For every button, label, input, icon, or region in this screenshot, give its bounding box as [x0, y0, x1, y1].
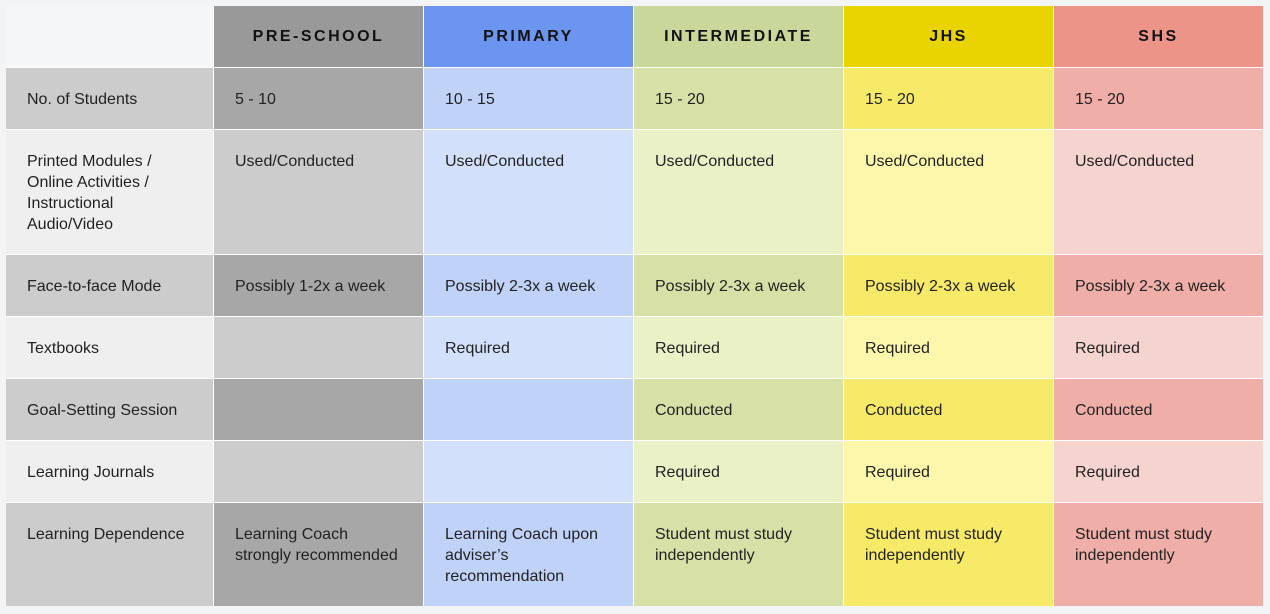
cell-textbooks-intermediate: Required: [634, 317, 843, 378]
row-label-modules: Printed Modules / Online Activities / Instructional Audio/Video: [6, 130, 213, 254]
cell-journals-intermediate: Required: [634, 441, 843, 502]
cell-face-to-face-intermediate: Possibly 2-3x a week: [634, 255, 843, 316]
column-header-shs: SHS: [1054, 6, 1263, 67]
cell-goal-setting-shs: Conducted: [1054, 379, 1263, 440]
column-header-jhs: JHS: [844, 6, 1053, 67]
comparison-table: [6, 6, 1263, 606]
row-label-journals: Learning Journals: [6, 441, 213, 502]
cell-journals-primary: [424, 441, 633, 502]
cell-students-intermediate: 15 - 20: [634, 68, 843, 129]
row-label-dependence: Learning Dependence: [6, 503, 213, 606]
cell-goal-setting-preschool: [214, 379, 423, 440]
cell-textbooks-preschool: [214, 317, 423, 378]
cell-textbooks-jhs: Required: [844, 317, 1053, 378]
cell-textbooks-shs: Required: [1054, 317, 1263, 378]
cell-students-preschool: 5 - 10: [214, 68, 423, 129]
cell-dependence-preschool: Learning Coach strongly recommended: [214, 503, 423, 606]
row-label-face-to-face: Face-to-face Mode: [6, 255, 213, 316]
cell-dependence-shs: Student must study independently: [1054, 503, 1263, 606]
cell-textbooks-primary: Required: [424, 317, 633, 378]
cell-face-to-face-shs: Possibly 2-3x a week: [1054, 255, 1263, 316]
cell-journals-preschool: [214, 441, 423, 502]
cell-dependence-intermediate: Student must study independently: [634, 503, 843, 606]
cell-face-to-face-primary: Possibly 2-3x a week: [424, 255, 633, 316]
column-header-intermediate: INTERMEDIATE: [634, 6, 843, 67]
column-header-primary: PRIMARY: [424, 6, 633, 67]
cell-face-to-face-preschool: Possibly 1-2x a week: [214, 255, 423, 316]
column-header-preschool: PRE-SCHOOL: [214, 6, 423, 67]
row-label-textbooks: Textbooks: [6, 317, 213, 378]
cell-journals-shs: Required: [1054, 441, 1263, 502]
cell-face-to-face-jhs: Possibly 2-3x a week: [844, 255, 1053, 316]
cell-students-primary: 10 - 15: [424, 68, 633, 129]
cell-modules-shs: Used/Conducted: [1054, 130, 1263, 254]
cell-dependence-jhs: Student must study independently: [844, 503, 1053, 606]
cell-goal-setting-primary: [424, 379, 633, 440]
cell-modules-preschool: Used/Conducted: [214, 130, 423, 254]
cell-students-shs: 15 - 20: [1054, 68, 1263, 129]
row-label-students: No. of Students: [6, 68, 213, 129]
cell-goal-setting-jhs: Conducted: [844, 379, 1053, 440]
table-corner: [6, 6, 213, 67]
cell-dependence-primary: Learning Coach upon adviser’s recommendation: [424, 503, 633, 606]
cell-journals-jhs: Required: [844, 441, 1053, 502]
cell-modules-primary: Used/Conducted: [424, 130, 633, 254]
cell-students-jhs: 15 - 20: [844, 68, 1053, 129]
row-label-goal-setting: Goal-Setting Session: [6, 379, 213, 440]
cell-modules-jhs: Used/Conducted: [844, 130, 1053, 254]
cell-modules-intermediate: Used/Conducted: [634, 130, 843, 254]
cell-goal-setting-intermediate: Conducted: [634, 379, 843, 440]
